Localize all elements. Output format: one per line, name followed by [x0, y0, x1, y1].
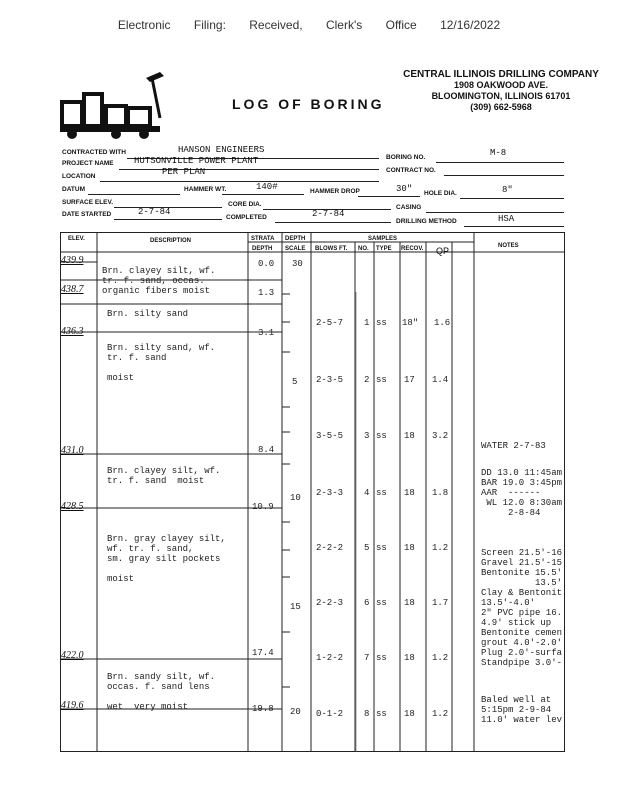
strata-depth: 0.0 — [258, 259, 275, 269]
banner-word: Electronic — [117, 18, 171, 32]
sample-recov: 18 — [404, 431, 415, 441]
strata-depth: 1.3 — [258, 288, 275, 298]
datum-label: DATUM — [62, 186, 85, 193]
contracted-with-label: CONTRACTED WITH — [62, 149, 126, 156]
strata-depth: 17.4 — [252, 648, 274, 658]
hammer-wt-value: 140# — [256, 182, 278, 192]
date-started-value: 2-7-84 — [138, 207, 171, 217]
sample-type: ss — [376, 709, 387, 719]
sample-qp: 1.2 — [432, 709, 449, 719]
stratum-description: Brn. silty sand, wf. tr. f. sand moist — [107, 343, 216, 383]
company-name: CENTRAL ILLINOIS DRILLING COMPANY — [403, 69, 599, 80]
banner-word: Received, — [249, 18, 303, 32]
sample-recov: 18 — [404, 598, 415, 608]
project-name-value: HUTSONVILLE POWER PLANT — [134, 156, 259, 166]
hole-dia-label: HOLE DIA. — [424, 190, 457, 197]
sample-blows: 0-1-2 — [316, 709, 344, 719]
drilling-method-value: HSA — [498, 214, 515, 224]
sample-no: 1 — [364, 318, 370, 328]
casing-label: CASING — [396, 204, 422, 211]
banner-date: 12/16/2022 — [440, 18, 501, 32]
company-phone: (309) 662-5968 — [470, 102, 532, 112]
sample-blows: 2-5-7 — [316, 318, 344, 328]
elevation: 431.0 — [61, 445, 84, 456]
sample-recov: 18" — [402, 318, 419, 328]
sample-qp: 1.2 — [432, 653, 449, 663]
sample-no: 6 — [364, 598, 370, 608]
col-depth: DEPTH — [285, 236, 306, 242]
surface-elev-label: SURFACE ELEV. — [62, 199, 114, 206]
sample-no: 7 — [364, 653, 370, 663]
scale-mark: 30 — [292, 259, 303, 269]
stratum-description: Brn. clayey silt, wf. tr. f. sand, occas. organic fibers moist — [102, 266, 216, 296]
completed-value: 2-7-84 — [312, 209, 345, 219]
col-blows: BLOWS FT. — [315, 246, 348, 252]
sample-type: ss — [376, 431, 387, 441]
sample-type: ss — [376, 375, 387, 385]
core-dia-label: CORE DIA. — [228, 201, 262, 208]
hole-dia-value: 8" — [502, 185, 513, 195]
col-recov: RECOV. — [401, 246, 424, 252]
stratum-description: Brn. clayey silt, wf. tr. f. sand moist — [107, 466, 221, 486]
scale-mark: 15 — [290, 602, 301, 612]
note-water-levels: DD 13.0 11:45am BAR 19.0 3:45pm AAR ------ WL 12.0 8:30am 2-8-84 — [481, 468, 563, 518]
hammer-wt-label: HAMMER WT. — [184, 186, 227, 193]
sample-blows: 2-2-2 — [316, 543, 344, 553]
contract-no-label: CONTRACT NO. — [386, 167, 436, 174]
col-qp: QP — [436, 246, 450, 256]
strata-depth: 3.1 — [258, 328, 275, 338]
col-strata-depth: DEPTH — [252, 246, 273, 252]
sample-blows: 1-2-2 — [316, 653, 344, 663]
scale-mark: 10 — [290, 493, 301, 503]
sample-qp: 3.2 — [432, 431, 449, 441]
sample-recov: 18 — [404, 543, 415, 553]
boring-no-label: BORING NO. — [386, 154, 426, 161]
strata-depth: 8.4 — [258, 445, 275, 455]
note-water: WATER 2-7-83 — [481, 441, 546, 451]
date-started-label: DATE STARTED — [62, 211, 112, 218]
sample-qp: 1.4 — [432, 375, 449, 385]
sample-no: 3 — [364, 431, 370, 441]
sample-qp: 1.7 — [432, 598, 449, 608]
sample-recov: 17 — [404, 375, 415, 385]
strata-depth: 10.9 — [252, 502, 274, 512]
sample-no: 2 — [364, 375, 370, 385]
elevation: 438.7 — [61, 284, 84, 295]
drill-truck-logo — [60, 70, 170, 140]
sample-no: 8 — [364, 709, 370, 719]
scale-mark: 20 — [290, 707, 301, 717]
drilling-method-label: DRILLING METHOD — [396, 218, 457, 225]
filing-banner — [0, 18, 618, 32]
sample-no: 5 — [364, 543, 370, 553]
company-block — [384, 69, 618, 113]
elevation: 436.3 — [61, 326, 84, 337]
sample-type: ss — [376, 318, 387, 328]
elevation: 422.0 — [61, 650, 84, 661]
contracted-with-value: HANSON ENGINEERS — [178, 145, 265, 155]
location-label: LOCATION — [62, 173, 96, 180]
sample-type: ss — [376, 653, 387, 663]
sample-recov: 18 — [404, 709, 415, 719]
sample-qp: 1.8 — [432, 488, 449, 498]
sample-blows: 3-5-5 — [316, 431, 344, 441]
col-type: TYPE — [376, 246, 392, 252]
strata-depth: 19.8 — [252, 704, 274, 714]
sample-blows: 2-3-3 — [316, 488, 344, 498]
completed-label: COMPLETED — [226, 214, 267, 221]
banner-word: Filing: — [193, 18, 226, 32]
col-elev: ELEV. — [68, 236, 85, 242]
elevation: 428.5 — [61, 501, 84, 512]
sample-type: ss — [376, 598, 387, 608]
hammer-drop-value: 30" — [396, 184, 413, 194]
col-scale: SCALE — [285, 246, 306, 252]
col-no: NO. — [358, 246, 369, 252]
banner-word: Clerk's — [325, 18, 363, 32]
company-address: 1908 OAKWOOD AVE. — [453, 80, 549, 90]
sample-type: ss — [376, 488, 387, 498]
col-description: DESCRIPTION — [150, 238, 192, 244]
elevation: 419.6 — [61, 700, 84, 711]
boring-no-value: M-8 — [490, 148, 507, 158]
sample-qp: 1.6 — [434, 318, 451, 328]
sample-no: 4 — [364, 488, 370, 498]
sample-recov: 18 — [404, 488, 415, 498]
stratum-description: Brn. silty sand — [107, 309, 189, 319]
note-well-construction: Screen 21.5'-16 Gravel 21.5'-15 Bentonite 15.5' 13.5' Clay & Bentonit 13.5'-4.0' 2" PVC pipe 16. 4.9' stick up Bentonite cemen grout 4.0'-2.0' Plug 2.0'-surfa Standpipe 3.0'- — [481, 548, 563, 668]
page-title: LOG OF BORING — [232, 96, 385, 112]
stratum-description: Brn. sandy silt, wf. occas. f. sand lens wet very moist — [107, 672, 216, 712]
sample-recov: 18 — [404, 653, 415, 663]
location-value: PER PLAN — [162, 167, 206, 177]
note-baled-well: Baled well at 5:15pm 2-9-84 11.0' water lev — [481, 695, 563, 725]
project-name-label: PROJECT NAME — [62, 160, 114, 167]
sample-blows: 2-3-5 — [316, 375, 344, 385]
hammer-drop-label: HAMMER DROP — [310, 188, 360, 195]
col-strata: STRATA — [251, 236, 275, 242]
col-samples: SAMPLES — [368, 236, 398, 242]
sample-blows: 2-2-3 — [316, 598, 344, 608]
col-notes: NOTES — [498, 243, 519, 249]
elevation: 439.9 — [61, 255, 84, 266]
company-city: BLOOMINGTON, ILLINOIS 61701 — [431, 91, 571, 101]
stratum-description: Brn. gray clayey silt, wf. tr. f. sand, sm. gray silt pockets moist — [107, 534, 226, 584]
sample-qp: 1.2 — [432, 543, 449, 553]
scale-mark: 5 — [292, 377, 298, 387]
sample-type: ss — [376, 543, 387, 553]
banner-word: Office — [385, 18, 417, 32]
